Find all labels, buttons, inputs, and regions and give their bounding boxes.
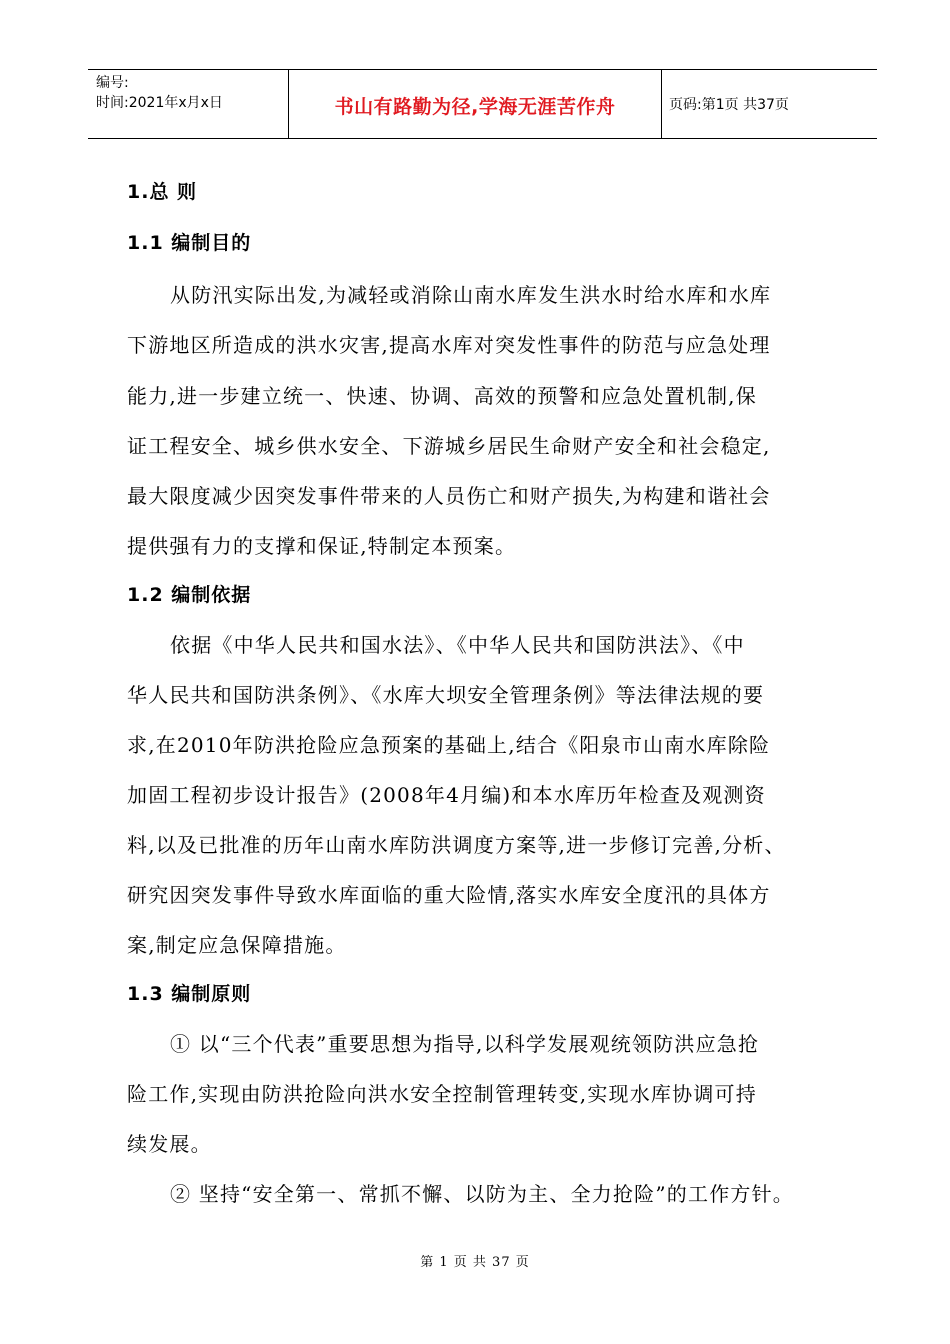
paragraph-line: 险工作,实现由防洪抢险向洪水安全控制管理转变,实现水库协调可持 — [127, 1082, 757, 1106]
paragraph-line: ① 以“三个代表”重要思想为指导,以科学发展观统领防洪应急抢 — [170, 1032, 760, 1056]
paragraph-line: 续发展。 — [127, 1132, 212, 1156]
paragraph-line: 案,制定应急保障措施。 — [127, 933, 347, 957]
paragraph-line: 研究因突发事件导致水库面临的重大险情,落实水库安全度汛的具体方 — [127, 883, 771, 907]
page-footer: 第 1 页 共 37 页 — [420, 1255, 530, 1270]
paragraph-line: 最大限度减少因突发事件带来的人员伤亡和财产损失,为构建和谐社会 — [127, 484, 771, 508]
paragraph-line: 提供强有力的支撑和保证,特制定本预案。 — [127, 534, 517, 558]
section-1-1-title: 1.1 编制目的 — [127, 232, 252, 254]
paragraph-line: 从防汛实际出发,为减轻或消除山南水库发生洪水时给水库和水库 — [170, 283, 772, 307]
paragraph-line: ② 坚持“安全第一、常抓不懈、以防为主、全力抢险”的工作方针。 — [170, 1182, 795, 1206]
paragraph-line: 能力,进一步建立统一、快速、协调、高效的预警和应急处置机制,保 — [127, 384, 757, 408]
header-page-info: 页码:第1页 共37页 — [669, 97, 789, 113]
section-1-3-title: 1.3 编制原则 — [127, 983, 252, 1005]
paragraph-line: 下游地区所造成的洪水灾害,提高水库对突发性事件的防范与应急处理 — [127, 333, 771, 357]
paragraph-line: 依据《中华人民共和国水法》、《中华人民共和国防洪法》、《中 — [170, 633, 745, 657]
header-meta-cell — [88, 70, 288, 138]
header-motto: 书山有路勤为径,学海无涯苦作舟 — [334, 96, 616, 118]
header-page-cell — [661, 70, 877, 138]
document-header — [88, 69, 877, 139]
section-1-2-title: 1.2 编制依据 — [127, 584, 252, 606]
header-motto-cell — [288, 70, 662, 138]
paragraph-line: 料,以及已批准的历年山南水库防洪调度方案等,进一步修订完善,分析、 — [127, 833, 786, 857]
paragraph-line: 求,在2010年防洪抢险应急预案的基础上,结合《阳泉市山南水库除险 — [127, 733, 771, 757]
paragraph-line: 华人民共和国防洪条例》、《水库大坝安全管理条例》等法律法规的要 — [127, 683, 765, 707]
paragraph-line: 证工程安全、城乡供水安全、下游城乡居民生命财产安全和社会稳定, — [127, 434, 771, 458]
chapter-title: 1.总 则 — [127, 181, 198, 203]
document-number-label: 编号: — [96, 75, 129, 91]
paragraph-line: 加固工程初步设计报告》(2008年4月编)和本水库历年检查及观测资 — [127, 783, 766, 807]
document-time-label: 时间:2021年x月x日 — [96, 95, 223, 111]
